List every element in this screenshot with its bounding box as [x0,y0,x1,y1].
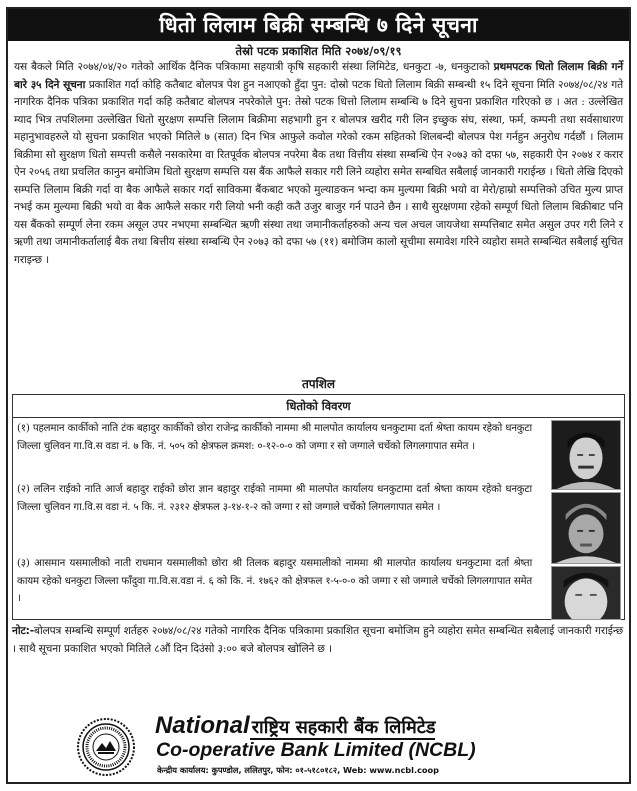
collateral-details-box [12,394,625,620]
item-number: (२) [17,484,30,495]
body-part-1: यस बैकले मिति २०७४/०४/२० गतेको आर्थिक दैनिक पत्रिकामा सहयात्री कृषि सहकारी संस्था लिमिटेड, धनकुटा -७, धनकुटाको [14,61,494,73]
publication-date-line: तेस्रो पटक प्रकाशित मिति २०७४/०९/१९ [235,44,402,58]
note-text: बोलपत्र सम्बन्धि सम्पूर्ण शर्तहरु २०७४/०८/२४ गतेको नागरिक दैनिक पत्रिकामा प्रकाशित सूचना बमोजिम हुने व्यहोरा समेत सम्बन्धित सबैलाई जानकारी गराईन्छ । साथै सूचना प्रकाशित भएको मितिले ८औं दिन दिउंसो ३:०० बजे बोलपत्र खोलिने छ । [12,625,623,655]
collateral-details-heading: धितोको विवरण [13,395,624,418]
owner-photo-2 [551,492,621,564]
bank-name-en-1: National [155,712,250,739]
body-bold-highlight: प्रथमपटक धितो लिलाम बिक्री गर्ने बारे ३५ दिने सूचना [14,61,623,91]
notice-title: धितो लिलाम बिक्री सम्बन्धि ७ दिने सूचना [8,9,629,41]
bank-name-en-2: Co-operative Bank Limited (NCBL) [156,739,476,761]
note-section [12,623,623,658]
body-part-2: प्रकाशित गर्दा कोहि कतैबाट बोलपत्र पेश हुन नआएको हुँदा पुन: दोस्रो पटक धितो लिलाम बिक्री सम्बन्धी १५ दिने सूचना मिति २०७४/०८/२४ गते नागरिक दैनिक पत्रिका प्रकाशित गर्दा कहि कतैबाट बोलपत्र नपरेकोले पुन: तेस्रो पटक धित्तो लिलाम सम्बन्धि ७ दिने सुचना प्रकाशित गरिएको छ । अत : उल्लेखित म्याद भित्र तपशिलमा उल्लेखित धितो सुरक्षण सम्पत्ति लिलाम बिक्रीमा सहभागी हुन र बोलपत्र खरीद गरी लिन इच्छुक संघ, संस्था, फर्म, कम्पनी तथा सर्वसाधारण महानुभावहरुले यो सुचना प्रकाशित भएको मितिले ७ (सात) दिन भित्र आफुले कवोल गरेको रकम सहितको शिलबन्दी बोलपत्र पेश गर्नहुन अनुरोध गर्दछौं । लिलाम बिक्रीमा सो सुरक्षण धितो सम्पत्ती कसैले नसकारेमा वा रितपूर्वक बोलपत्र नपरेमा बैक तथा वित्तीय संस्था सम्बन्धि ऐन २०७३ को दफा ५७, सहकारी ऐन २०७४ र करार ऐन २०५६ तथा प्रचलित कानुन बमोजिम धितो सुरक्षण सम्पत्ति यस बैंक आफैले सकार गरी लिने व्यहोरा समेत सम्बधित सबैलाई जानकारी गराईन्छ । धितो लेखि दिएको सम्पत्ति लिलाम बिक्री गर्दा वा बैक आफैले सकार गर्दा साविकमा बैंकबाट भएको मुल्याङकन भन्दा कम मुल्यमा बिक्री भयो वा मेरो/हाम्रो सम्पत्तिको उचित मुल्य प्राप्त नभई कम मुल्यमा बिक्री भयो वा बैक आफैले सकार गरी लियो भनी कही कतै उजुर बाजुर गर्न पाउने छैन । साथै सुरक्षणमा रहेको सम्पूर्ण धितो लिलाम बिक्रीबाट पनि यस बैंकको सम्पूर्ण लेना रकम असूल उपर नभएमा सम्बन्धित ऋणी संस्था तथा जमानीकर्ताहरुको अन्य चल अचल जायजेथा सम्पत्तिबाट समेत असुल उपर गरी लिने र ऋणी तथा जमानीकर्तालाई बैक तथा बित्तीय संस्था सम्बन्धि ऐन २०७३ को दफा ५७ (११) बमोजिम कालो सूचीमा समावेश गरिने व्यहोरा समते सम्बन्धित सबैलाई सुचित गराइन्छ । [14,78,623,266]
bank-address: केन्द्रीय कार्यालय: कुपण्डोल, ललितपुर, फोन: ०१-५१८०१८२, Web: www.ncbl.coop [157,765,440,775]
item-number: (३) [17,558,30,569]
bank-seal-logo [76,717,136,777]
item-text: आसमान यसमालीको नाती राधमान यसमालीको छोरा श्री तिलक बहादुर यसमालीको नाममा श्री मालपोत कार्यालय धनकुटामा दर्ता श्रेष्ता कायम रहेको धनकुटा जिल्ला फाँदुवा गा.वि.स.वडा नं. ६ को कि. नं. १७६२ को क्षेत्रफल १-५-०-० को जग्गा र सो जग्गाले चर्चेको लिगलगापात समेत । [17,558,533,604]
bank-footer [8,709,629,784]
note-label: नोट:- [12,625,34,637]
collateral-item-3 [17,555,532,608]
item-text: पहलमान कार्कीको नाति टंक बहादुर कार्कीको छोरा राजेन्द्र कार्कीको नाममा श्री मालपोत कार्यालय धनकुटामा दर्ता श्रेष्ता कायम रहेको धनकुटा जिल्ला चुलिवन गा.वि.स वडा नं. ७ कि. नं. ५०५ को क्षेत्रफल क्रमश: ०-१२-०-० को जग्गा र सो जग्गाले चर्चेको लिगलगापात समेत । [17,423,532,452]
schedule-heading: तपशिल [301,377,336,391]
owner-photo-1 [551,420,621,490]
notice-page [6,7,631,784]
bank-name-line-1 [155,712,435,742]
collateral-item-1 [17,420,532,455]
bank-name-np: राष्ट्रिय सहकारी बैंक लिमिटेड [251,717,436,738]
item-number: (१) [17,423,30,434]
collateral-item-2 [17,481,532,516]
owner-photo-3 [551,566,621,620]
notice-body [14,59,623,269]
item-text: ललिन राईको नाति आर्ज बहादुर राईको छोरा ज्ञान बहादुर राईको नाममा श्री मालपोत कार्यालय धनकुटामा दर्ता श्रेष्ता कायम रहेको धनकुटा जिल्ला चुलिवन गा.वि.स वडा नं. ५ कि. नं. २३१२ क्षेत्रफल ३-१४-१-२ को जग्गा र सो जग्गाले चर्चेको लिगलगापात समेत । [17,484,532,513]
